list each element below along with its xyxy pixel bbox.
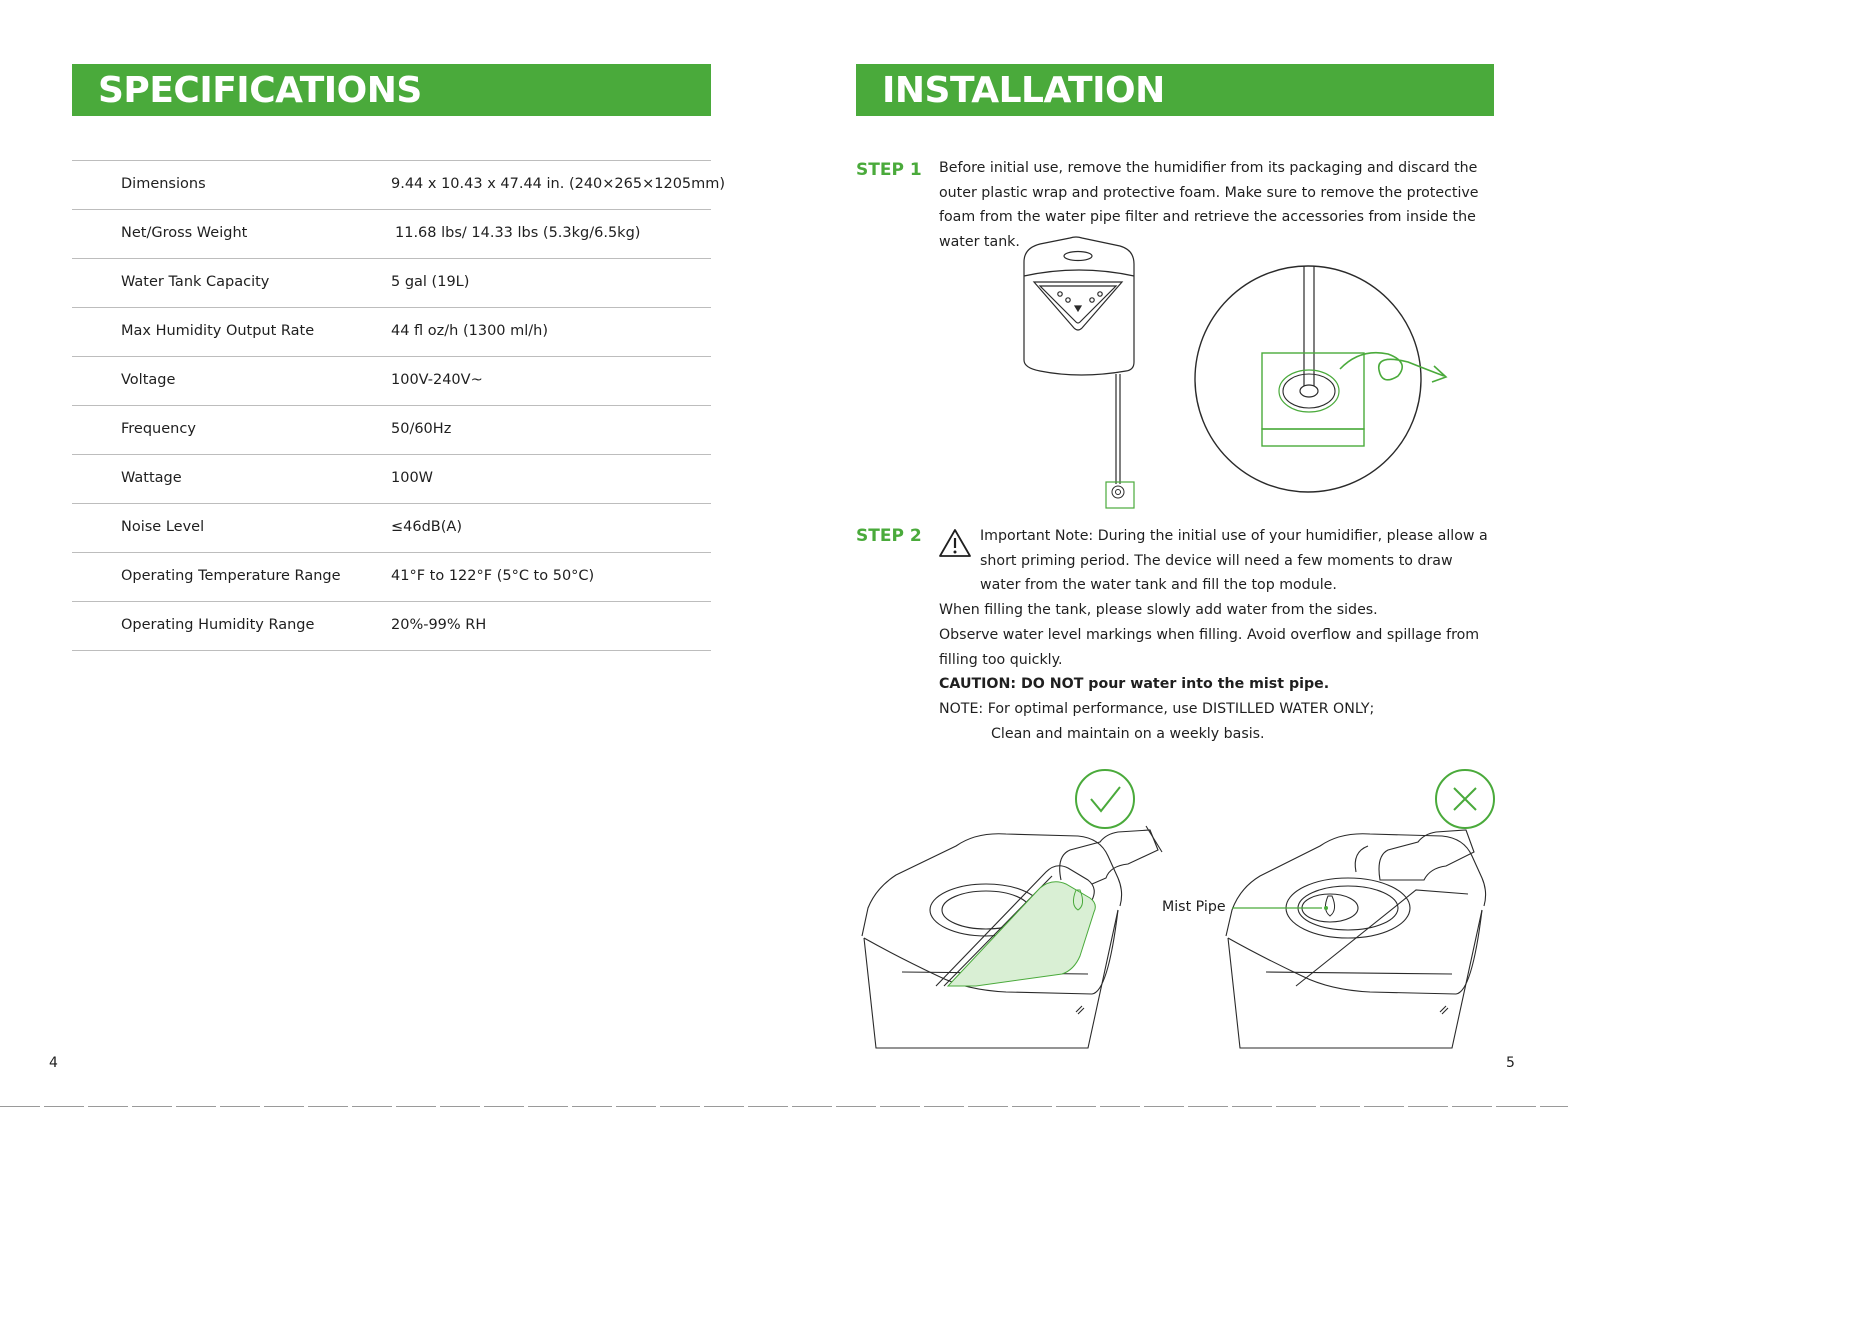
spec-value: 9.44 x 10.43 x 47.44 in. (240×265×1205mm)	[391, 176, 726, 192]
specifications-table	[72, 160, 726, 651]
page-number-left: 4	[49, 1055, 58, 1071]
installation-banner	[856, 64, 1494, 116]
step2-line: filling too quickly.	[939, 652, 1063, 668]
spec-label: Net/Gross Weight	[121, 225, 248, 241]
spec-row	[72, 210, 711, 259]
spec-row	[72, 602, 711, 651]
step1-text: Before initial use, remove the humidifier from its packaging and discard the outer plastic wrap and protective foam. Make sure to remove the protective foam from the water pipe filter and retrieve the accessories from inside the water tank.	[939, 160, 1479, 250]
installation-title: INSTALLATION	[882, 70, 1165, 111]
specifications-title: SPECIFICATIONS	[98, 70, 422, 111]
spec-row	[72, 308, 711, 357]
spec-row	[72, 553, 711, 602]
spec-row	[72, 504, 711, 553]
spec-value: ≤46dB(A)	[391, 519, 462, 535]
spec-label: Max Humidity Output Rate	[121, 323, 315, 339]
spec-label: Wattage	[121, 470, 182, 486]
spec-label: Water Tank Capacity	[121, 274, 270, 290]
step2-line: NOTE: For optimal performance, use DISTILLED WATER ONLY;	[939, 701, 1375, 717]
warning-icon	[938, 528, 972, 558]
spec-value: 41°F to 122°F (5°C to 50°C)	[391, 568, 595, 584]
step1-illustration	[1000, 236, 1460, 516]
spec-label: Operating Temperature Range	[121, 568, 341, 584]
step1-label: STEP 1	[856, 160, 922, 180]
spec-label: Noise Level	[121, 519, 205, 535]
step2-line: Observe water level markings when filling. Avoid overflow and spillage from	[939, 627, 1480, 643]
spec-value: 44 fl oz/h (1300 ml/h)	[391, 323, 549, 339]
step2-line: Clean and maintain on a weekly basis.	[991, 726, 1265, 742]
spec-row	[72, 161, 726, 210]
spec-label: Voltage	[121, 372, 176, 388]
spec-value: 100W	[391, 470, 434, 486]
spec-label: Frequency	[121, 421, 196, 437]
spec-row	[72, 406, 711, 455]
spec-label: Dimensions	[121, 176, 206, 192]
specifications-banner	[72, 64, 711, 116]
spec-row	[72, 357, 711, 406]
spec-row	[72, 259, 711, 308]
spec-value: 100V-240V~	[391, 372, 483, 388]
spec-label: Operating Humidity Range	[121, 617, 315, 633]
spec-value: 11.68 lbs/ 14.33 lbs (5.3kg/6.5kg)	[395, 225, 641, 241]
spec-value: 20%-99% RH	[391, 617, 487, 633]
step2-important-note: Important Note: During the initial use of your humidifier, please allow a short priming period. The device will need a few moments to draw water from the water tank and fill the top module.	[980, 528, 1488, 593]
caution-line: CAUTION: DO NOT pour water into the mist pipe.	[939, 676, 1330, 692]
step2-label: STEP 2	[856, 526, 922, 546]
page-number-right: 5	[1506, 1055, 1515, 1071]
spec-row	[72, 455, 711, 504]
spec-value: 50/60Hz	[391, 421, 452, 437]
step2-line: When filling the tank, please slowly add water from the sides.	[939, 602, 1378, 618]
bottom-rule	[0, 1106, 1568, 1107]
spec-value: 5 gal (19L)	[391, 274, 470, 290]
mist-pipe-label: Mist Pipe	[1162, 899, 1226, 915]
